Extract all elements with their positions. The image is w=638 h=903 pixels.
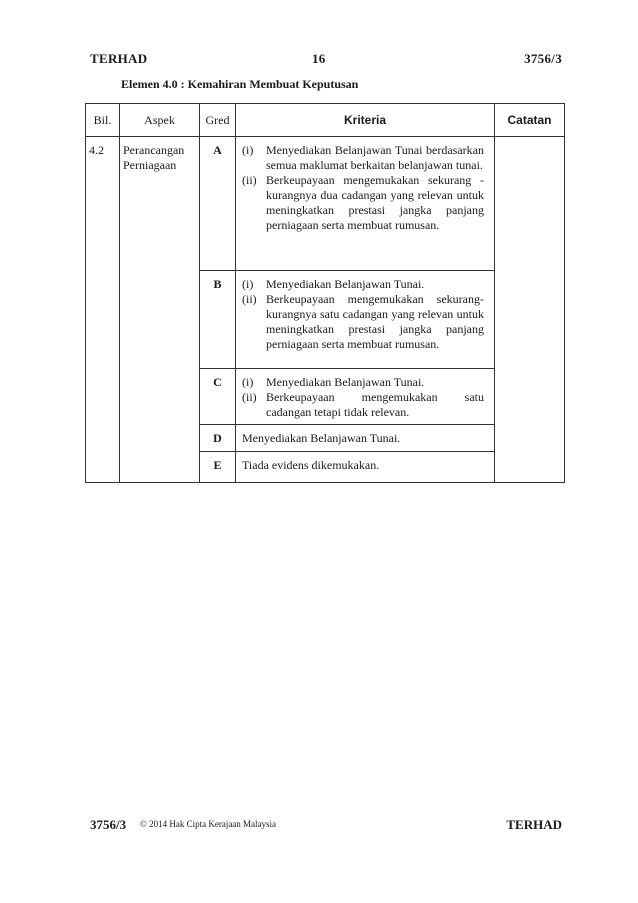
bil-value: 4.2 [86, 137, 120, 483]
criteria-text: Berkeupayaan mengemukakan satu cadangan tetapi tidak relevan. [266, 390, 484, 419]
criteria-text: Tiada evidens dikemukakan. [242, 458, 380, 472]
criteria-number: (ii) [242, 292, 257, 306]
grade-label: E [200, 452, 236, 483]
criteria-item [242, 277, 484, 292]
footer-copyright: © 2014 Hak Cipta Kerajaan Malaysia [140, 819, 277, 829]
header-gred: Gred [200, 104, 236, 137]
criteria-number: (i) [242, 143, 254, 157]
header-kriteria: Kriteria [236, 104, 495, 137]
grade-label: D [200, 425, 236, 452]
criteria-cell [236, 137, 495, 271]
header-classification: TERHAD [90, 51, 148, 66]
criteria-text: Berkeupayaan mengemukakan sekurang -kurangnya dua cadangan yang relevan untuk meningkatkan prestasi jangka panjang perniagaan serta membuat rumusan. [266, 173, 484, 232]
criteria-item [242, 375, 484, 390]
criteria-text: Menyediakan Belanjawan Tunai berdasarkan semua maklumat berkaitan belanjawan tunai. [266, 143, 484, 172]
grade-label: C [200, 369, 236, 425]
criteria-item [242, 292, 484, 352]
grade-label: A [200, 137, 236, 271]
page-number: 16 [312, 51, 326, 66]
criteria-number: (ii) [242, 173, 257, 187]
header-aspek: Aspek [120, 104, 200, 137]
criteria-item [242, 143, 484, 173]
catatan-cell [495, 137, 565, 483]
criteria-item [242, 431, 484, 446]
criteria-cell [236, 452, 495, 483]
footer-classification: TERHAD [506, 817, 562, 832]
criteria-number: (i) [242, 375, 254, 389]
header-bil: Bil. [86, 104, 120, 137]
grade-row [86, 137, 565, 271]
criteria-number: (ii) [242, 390, 257, 404]
criteria-text: Berkeupayaan mengemukakan sekurang-kurangnya satu cadangan yang relevan untuk meningkatkan prestasi jangka panjang perniagaan serta membuat rumusan. [266, 292, 484, 351]
criteria-text: Menyediakan Belanjawan Tunai. [266, 375, 425, 389]
criteria-cell [236, 271, 495, 369]
criteria-text: Menyediakan Belanjawan Tunai. [266, 277, 425, 291]
header-catatan: Catatan [495, 104, 565, 137]
criteria-number: (i) [242, 277, 254, 291]
grade-label: B [200, 271, 236, 369]
criteria-item [242, 390, 484, 420]
criteria-item [242, 173, 484, 233]
table-header-row [86, 104, 565, 137]
criteria-item [242, 458, 484, 473]
element-title: Elemen 4.0 : Kemahiran Membuat Keputusan [121, 77, 359, 91]
criteria-cell [236, 369, 495, 425]
criteria-cell [236, 425, 495, 452]
footer-paper-code: 3756/3 [90, 817, 127, 832]
aspek-value: Perancangan Perniagaan [120, 137, 200, 483]
paper-code: 3756/3 [524, 51, 562, 66]
criteria-text: Menyediakan Belanjawan Tunai. [242, 431, 401, 445]
rubric-table [85, 103, 565, 483]
